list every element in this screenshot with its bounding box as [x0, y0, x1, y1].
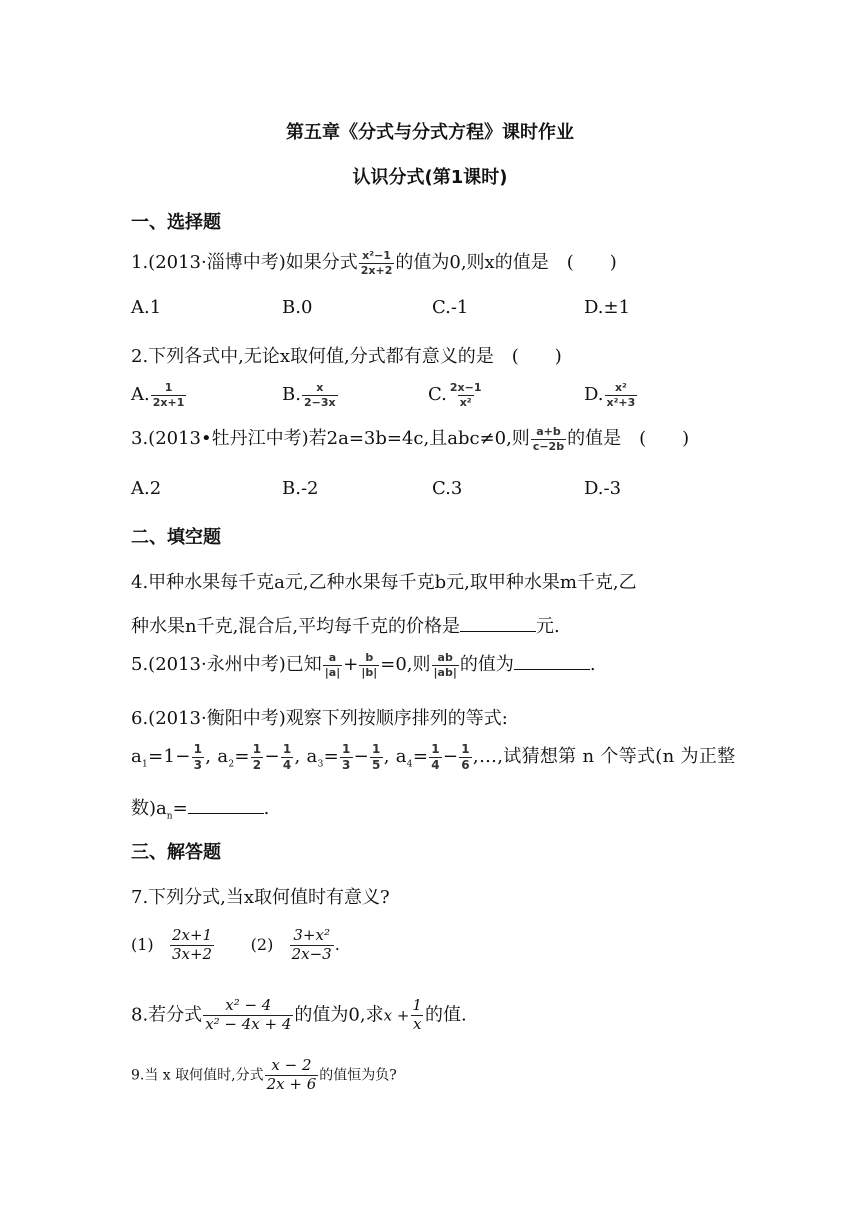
document-subtitle: 认识分式(第1课时): [352, 167, 508, 188]
term-subscript: 4: [406, 759, 413, 770]
question-9-fraction: [265, 1058, 319, 1093]
option-fraction: [448, 382, 484, 408]
question-1-option-c: C.-1: [432, 297, 469, 318]
question-4-text: 种水果n千克,混合后,平均每千克的价格是: [131, 616, 461, 637]
section-heading-choice: 一、选择题: [131, 212, 221, 233]
fraction-numerator: 1: [431, 741, 440, 756]
option-fraction: [605, 382, 638, 408]
question-6-line-3: [131, 794, 269, 822]
question-8-reciprocal: [410, 998, 424, 1033]
fraction-numerator: a+b: [536, 424, 561, 438]
question-5-suffix: 的值为: [459, 654, 514, 675]
fraction-denominator: 4: [431, 757, 440, 772]
answer-blank: [514, 653, 590, 670]
fraction-denominator: 3x+2: [171, 944, 213, 963]
fraction-denominator: |ab|: [433, 665, 457, 679]
question-1-prefix: 1.(2013·淄博中考)如果分式: [131, 252, 358, 273]
question-4-line-1: 4.甲种水果每千克a元,乙种水果每千克b元,取甲种水果m千克,乙: [131, 572, 637, 593]
fraction-denominator: 2x+1: [152, 395, 185, 409]
fraction-denominator: 2x−3: [291, 944, 332, 963]
term-fraction: [459, 743, 472, 771]
term-symbol: a: [217, 746, 229, 767]
sequence-term-1: [131, 741, 205, 772]
fraction-denominator: 5: [372, 757, 381, 772]
fraction-numerator: 1: [342, 741, 351, 756]
document-title: 第五章《分式与分式方程》课时作业: [286, 122, 574, 143]
fraction-denominator: 2−3x: [303, 395, 336, 409]
question-8-prefix: 8.若分式: [131, 1004, 203, 1026]
fraction-numerator: 2x+1: [171, 926, 213, 944]
question-1-option-d: D.±1: [584, 297, 631, 318]
question-5-fraction-2: [359, 652, 379, 678]
fraction-numerator: 1: [282, 741, 292, 756]
fraction-denominator: x²: [459, 395, 472, 409]
question-8-suffix: 的值.: [424, 1004, 467, 1026]
question-9-suffix: 的值恒为负?: [319, 1067, 397, 1084]
fraction-numerator: 1: [412, 996, 422, 1014]
question-5: [131, 650, 596, 678]
option-label: B.: [282, 384, 301, 406]
question-9: [131, 1058, 397, 1093]
term-equals: =: [323, 746, 339, 767]
part-1-label: (1): [131, 934, 154, 954]
fraction-numerator: 1: [372, 741, 381, 756]
term-symbol: a: [131, 746, 143, 767]
question-7-parts: [131, 928, 340, 963]
question-8-expression: x +: [383, 1006, 410, 1025]
term-subscript: 2: [228, 759, 235, 770]
term-fraction: [251, 743, 264, 771]
question-2-option-b: [282, 382, 339, 408]
fraction-numerator: 3+x²: [293, 926, 330, 944]
term-fraction: [429, 743, 442, 771]
fraction-numerator: x²: [614, 381, 627, 394]
question-2-option-a: [131, 382, 187, 408]
question-9-prefix: 9.当 x 取何值时,分式: [131, 1067, 264, 1084]
question-1-option-b: B.0: [282, 297, 313, 318]
term-fraction: [192, 743, 205, 771]
fraction-numerator: 1: [164, 381, 173, 394]
fraction-denominator: 6: [461, 757, 470, 772]
question-3-suffix: 的值是 ( ): [567, 428, 690, 449]
fraction-denominator: |b|: [361, 665, 378, 679]
option-label: C.: [428, 384, 447, 406]
part-2-label: (2): [250, 934, 274, 954]
fraction-denominator: 2x+2: [360, 263, 393, 277]
term-fraction: [370, 743, 383, 771]
fraction-numerator: 2x−1: [449, 381, 482, 394]
question-5-prefix: 5.(2013·永州中考)已知: [131, 654, 322, 675]
sequence-term-3: $a_3=$ $\frac{1}{3}$ − $\frac{1}{5}$: [306, 741, 381, 772]
term-equals: =: [412, 746, 429, 767]
section-heading-solve: 三、解答题: [131, 842, 221, 863]
option-label: A.: [131, 384, 150, 406]
question-5-middle: =0,则: [380, 654, 431, 675]
term-equals: =1−: [148, 746, 191, 767]
term-fraction: [281, 743, 294, 771]
question-4-line-2: [131, 612, 560, 638]
question-6-line-1: 6.(2013·衡阳中考)观察下列按顺序排列的等式:: [131, 708, 508, 729]
fraction-numerator: x: [316, 381, 324, 394]
fraction-denominator: |a|: [324, 665, 341, 679]
question-3-option-a: A.2: [131, 478, 162, 499]
question-8: [131, 998, 467, 1033]
fraction-numerator: x²−1: [362, 248, 391, 262]
section-heading-fill: 二、填空题: [131, 527, 221, 548]
fraction-numerator: x − 2: [271, 1056, 312, 1074]
question-3: [131, 424, 689, 452]
fraction-denominator: 2x + 6: [266, 1074, 317, 1093]
question-3-option-d: D.-3: [584, 478, 622, 499]
part-1-fraction: [170, 928, 214, 963]
question-3-fraction: [531, 426, 566, 452]
fraction-denominator: c−2b: [532, 439, 565, 453]
question-5-fraction-3: [432, 652, 459, 678]
term-equals: =: [234, 746, 250, 767]
fraction-denominator: 3: [193, 757, 203, 772]
question-3-option-c: C.3: [432, 478, 463, 499]
sequence-term-2: $a_2=$ $\frac{1}{2}$ − $\frac{1}{4}$: [217, 741, 292, 772]
term-fraction: [340, 743, 353, 771]
fraction-numerator: 1: [461, 741, 470, 756]
question-6-tail: ,…,试猜想第 n 个等式(n 为正整: [472, 746, 736, 767]
question-3-option-b: B.-2: [282, 478, 319, 499]
fraction-denominator: 3: [342, 757, 351, 772]
question-7: 7.下列分式,当x取何值时有意义?: [131, 887, 390, 908]
fraction-numerator: a: [328, 650, 337, 664]
question-3-prefix: 3.(2013•牡丹江中考)若2a=3b=4c,且abc≠0,则: [131, 428, 530, 449]
term-subscript: 3: [317, 759, 324, 770]
term-equals: =: [172, 798, 188, 819]
fraction-denominator: 2: [252, 757, 262, 772]
fraction-denominator: x: [412, 1014, 422, 1033]
fraction-numerator: b: [365, 650, 374, 664]
question-6-end: .: [263, 798, 270, 819]
question-8-middle: 的值为0,求: [294, 1004, 384, 1026]
question-2: 2.下列各式中,无论x取何值,分式都有意义的是 ( ): [131, 346, 562, 367]
term-subscript: 1: [142, 759, 149, 770]
option-fraction: [151, 382, 187, 408]
answer-blank: [460, 615, 536, 632]
sequence-term-4: $a_4=$ $\frac{1}{4}$ − $\frac{1}{6}$: [395, 741, 470, 772]
term-subscript: n: [166, 811, 173, 822]
question-5-fraction-1: [323, 652, 342, 678]
fraction-numerator: x² − 4: [225, 996, 272, 1014]
question-2-option-c: [428, 382, 484, 408]
question-1-fraction: [359, 250, 395, 276]
fraction-denominator: 4: [282, 757, 292, 772]
answer-blank: [188, 797, 264, 814]
plus-sign: +: [343, 654, 359, 675]
question-8-fraction: [203, 998, 293, 1033]
fraction-numerator: 1: [193, 741, 203, 756]
question-2-option-d: [584, 382, 638, 408]
question-1-suffix: 的值为0,则x的值是 ( ): [395, 252, 617, 273]
question-6-line-3-text: 数)a: [131, 798, 167, 819]
term-symbol: a: [395, 746, 407, 767]
option-label: D.: [584, 384, 604, 406]
part-2-fraction: [290, 928, 334, 963]
question-5-end: .: [589, 654, 596, 675]
fraction-numerator: 1: [252, 741, 262, 756]
question-1-option-a: A.1: [131, 297, 162, 318]
question-4-suffix: 元.: [536, 616, 560, 637]
question-7-end: .: [334, 934, 340, 954]
fraction-numerator: ab: [437, 650, 453, 664]
option-fraction: [302, 382, 338, 408]
question-1: [131, 248, 617, 276]
fraction-denominator: x² − 4x + 4: [205, 1014, 292, 1033]
question-6-line-2: $a_1=1-$ $\frac{1}{3}$ , $a_2=$ $\frac{1}{2}$ − $\frac{1}{4}$ , $a_3=$ $\frac{1}{3}$ − $\frac{1}{5}$ , $a_4=$ $\frac{1}{4}$ − $\frac{1}{6}$ ,…,试猜想第 n 个等式(n 为正整: [131, 741, 736, 772]
term-symbol: a: [306, 746, 318, 767]
fraction-denominator: x²+3: [606, 395, 636, 409]
